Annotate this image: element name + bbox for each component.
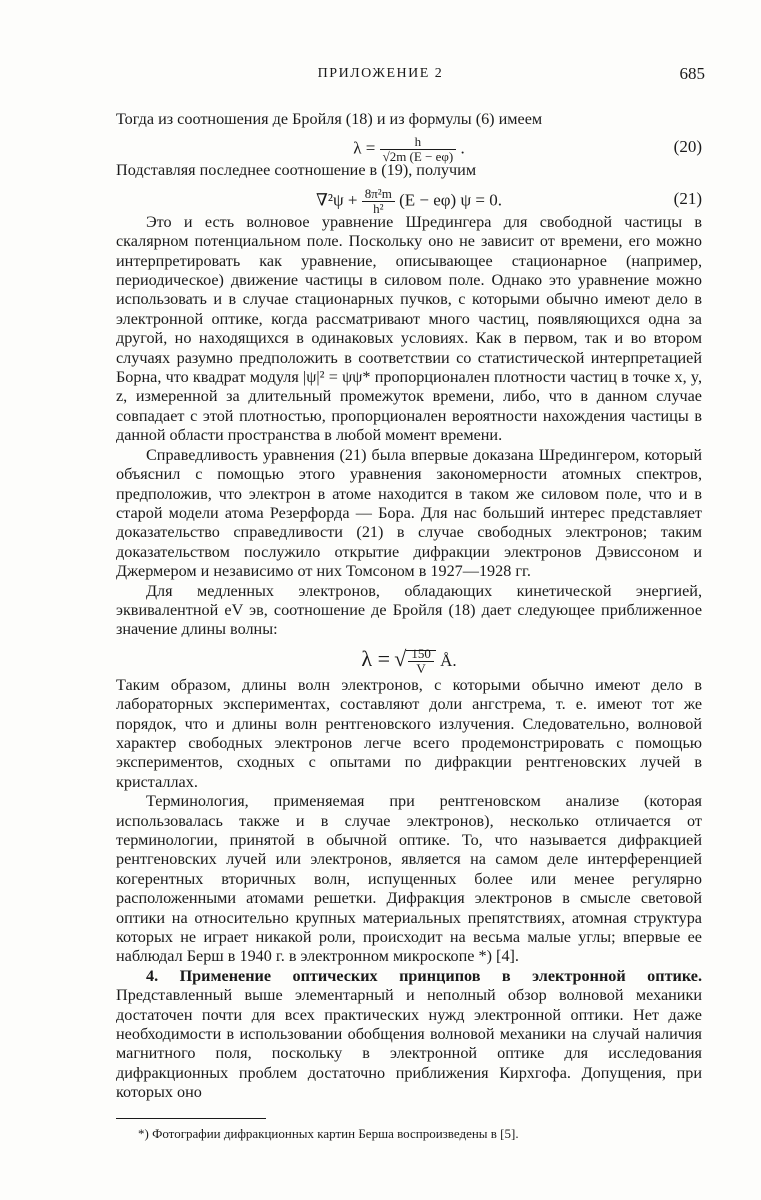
eq20-tail: . bbox=[460, 138, 465, 158]
eq20-number: (20) bbox=[673, 137, 702, 157]
eq21-number: (21) bbox=[673, 188, 702, 208]
equation-21 bbox=[116, 181, 702, 216]
running-head: ПРИЛОЖЕНИЕ 2 bbox=[317, 66, 444, 81]
eq-slow-lambda: λ = bbox=[361, 645, 390, 671]
paragraph-schrodinger-equation: Это и есть волновое уравнение Шредингера для свободной частицы в скалярном потенциальном поле. Поскольку оно не зависит от времени, его можно интерпретировать как уравнение, описывающее стационарное (например, периодическое) движение частицы в силовом поле. Однако это уравнение можно использовать и в случае стационарных пучков, с которыми обычно имеют дело в электронной оптике, когда рассматривают много частиц, появляющихся одна за другой, но находящихся в одинаковых условиях. Как в первом, так и во втором случаях разумно предположить в соответствии со статистической интерпретацией Борна, что квадрат модуля |ψ|² = ψψ* пропорционален плотности частиц в точке x, y, z, измеренной за длительный промежуток времени, либо, что в данном случае совпадает с этой плотностью, пропорционален вероятности нахождения частицы в данной области пространства в любой момент времени. bbox=[116, 212, 702, 445]
page-body bbox=[116, 110, 702, 1103]
page-number: 685 bbox=[679, 64, 705, 83]
equation-wavelength bbox=[116, 640, 702, 676]
eq20-lambda: λ = bbox=[353, 138, 376, 158]
paragraph-de-broglie-intro: Тогда из соотношения де Бройля (18) и из формулы (6) имеем bbox=[116, 110, 543, 128]
section-4-text: Представленный выше элементарный и неполный обзор волновой механики достаточен почти для всех практических нужд электронной оптики. Нет даже необходимости в использовании обобщения волновой механики на случай наличия магнитного поля, поскольку в электронной оптике для исследования дифракционных проблем достаточно приближения Кирхгофа. Допущения, при которых оно bbox=[116, 986, 702, 1102]
paragraph-section-4 bbox=[116, 967, 702, 1103]
footnote: *) Фотографии дифракционных картин Берша воспроизведены в [5]. bbox=[138, 1126, 519, 1141]
eq21-denominator: h² bbox=[373, 200, 384, 216]
paragraph-substitution: Подставляя последнее соотношение в (19), получим bbox=[116, 161, 477, 180]
eq20-numerator: h bbox=[380, 135, 457, 150]
eq-slow-denominator: V bbox=[416, 661, 426, 677]
eq21-lhs: ∇²ψ + bbox=[316, 190, 358, 210]
eq20-denominator: √2m (E − eφ) bbox=[382, 149, 454, 165]
equation-20 bbox=[116, 129, 702, 165]
section-4-heading: 4. Применение оптических принципов в электронной оптике. bbox=[146, 966, 702, 985]
sqrt-sign: √ bbox=[394, 645, 407, 671]
paragraph-validity: Справедливость уравнения (21) была впервые доказана Шредингером, который объяснил с помощью этого уравнения закономерности атомных спектров, предположив, что электрон в атоме находится в таком же силовом поле, что и в старой модели атома Резерфорда — Бора. Для нас больший интерес представляет доказательство справедливости (21) в случае свободных электронов; таким доказательством послужило открытие дифракции электронов Дэвиссоном и Джермером и независимо от них Томсоном в 1927—1928 гг. bbox=[116, 445, 702, 581]
eq-slow-numerator: 150 bbox=[408, 647, 434, 662]
paragraph-terminology: Терминология, применяемая при рентгеновском анализе (которая использовалась также и в случае электронов), несколько отличается от терминологии, принятой в обычной оптике. То, что называется дифракцией рентгеновских лучей или электронов, является на самом деле интерференцией когерентных вторичных волн, испущенных более или менее регулярно расположенными атомами решетки. Дифракция электронов в смысле световой оптики на относительно крупных материальных препятствиях, атомная структура которых не играет никакой роли, происходит на весьма малые углы; впервые ее наблюдал Берш в 1940 г. в электронном микроскопе *) [4]. bbox=[116, 792, 702, 966]
paragraph-slow-electrons: Для медленных электронов, обладающих кинетической энергией, эквивалентной eV эв, соотношение де Бройля (18) дает следующее приближенное значение длины волны: bbox=[116, 581, 702, 639]
eq-slow-fraction bbox=[408, 647, 434, 676]
eq-slow-unit: Å. bbox=[440, 650, 457, 670]
eq21-fraction bbox=[362, 187, 395, 216]
eq20-fraction bbox=[380, 135, 457, 164]
footnote-divider bbox=[116, 1118, 266, 1119]
eq21-rhs: (E − eφ) ψ = 0. bbox=[399, 190, 502, 210]
eq21-numerator: 8π²m bbox=[362, 187, 395, 202]
page-header bbox=[0, 64, 761, 88]
paragraph-wavelength-scale: Таким образом, длины волн электронов, с которыми обычно имеют дело в лабораторных экспериментах, составляют доли ангстрема, т. е. имеют тот же порядок, что и длины волн рентгеновского излучения. Следовательно, волновой характер свободных электронов легче всего продемонстрировать с помощью экспериментов, сходных с опытами по дифракции рентгеновских лучей в кристаллах. bbox=[116, 675, 702, 791]
